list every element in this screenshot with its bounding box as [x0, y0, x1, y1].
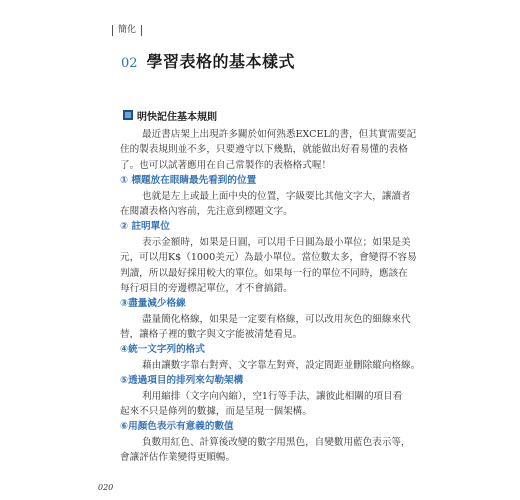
chapter-label: 簡化: [118, 25, 137, 35]
paragraph-line: 在閱讀表格內容前，先注意到標題文字。: [120, 205, 293, 217]
rule-heading: ④統一文字列的格式: [120, 344, 205, 356]
rule-item-title-position: [120, 173, 420, 219]
rule-heading: ② 註明單位: [120, 221, 170, 233]
rule-heading: ⑤透過項目的排列來勾勒架構: [120, 375, 244, 387]
rule-heading: ① 標題放在眼睛最先看到的位置: [120, 175, 257, 187]
paragraph-line: 替，讓格子裡的數字與文字能被清楚看見。: [120, 329, 303, 341]
paragraph-line: 會讓評估作業變得更順暢。: [120, 452, 236, 464]
rule-item-gridlines: [120, 296, 420, 342]
section-heading: [123, 107, 217, 123]
rule-item-structure: [120, 373, 420, 419]
running-header: [112, 24, 142, 36]
rule-item-format: [120, 342, 420, 373]
paragraph-line: 元，可以用K$（1000美元）為最小單位。當位數太多，會變得不容易: [120, 252, 417, 264]
header-divider-right: [141, 25, 142, 36]
paragraph-line: 了。也可以試著應用在自己常製作的表格格式喔！: [120, 159, 332, 171]
paragraph-line: 判讀，所以最好採用較大的單位。如果每一行的單位不同時，應該在: [120, 267, 408, 279]
body-content: [120, 127, 420, 466]
page-number: 020: [98, 483, 114, 492]
paragraph-line: 盡量簡化格線，如果是一定要有格線，可以改用灰色的細線來代: [142, 313, 411, 325]
title-text: 學習表格的基本樣式: [146, 52, 296, 71]
page-title: [121, 49, 295, 71]
section-heading-text: 明快記住基本規則: [137, 111, 217, 123]
paragraph-line: 住的製表規則並不多，只要遵守以下幾點，就能做出好看易懂的表格: [120, 144, 408, 156]
rule-item-colors: [120, 419, 420, 465]
paragraph-line: 藉由讓數字靠右對齊、文字靠左對齊，設定間距並刪除縱向格線。: [142, 359, 421, 371]
intro-paragraph: [120, 127, 420, 173]
paragraph-line: 也就是左上或最上面中央的位置，字級要比其他文字大，讓讀者: [142, 190, 411, 202]
paragraph-line: 負數用紅色、計算後改變的數字用黑色，自變數用藍色表示等，: [142, 436, 411, 448]
paragraph-line: 表示金額時，如果是日圓，可以用千日圓為最小單位；如果是美: [142, 236, 411, 248]
paragraph-line: 最近書店架上出現許多關於如何熟悉EXCEL的書，但其實需要記: [142, 129, 417, 140]
paragraph-line: 每行項目的旁邊標記單位，才不會搞錯。: [120, 282, 293, 294]
rule-heading: ⑥用顏色表示有意義的數值: [120, 421, 234, 433]
rule-heading: ③盡量減少格線: [120, 298, 186, 310]
square-bullet-icon: [123, 110, 133, 120]
title-number: 02: [121, 56, 138, 71]
paragraph-line: 起來不只是條列的數據，而是呈現一個架構。: [120, 406, 312, 418]
rule-item-units: [120, 219, 420, 296]
paragraph-line: 利用縮排（文字向內縮），空1行等手法，讓彼此相關的項目看: [142, 390, 403, 402]
